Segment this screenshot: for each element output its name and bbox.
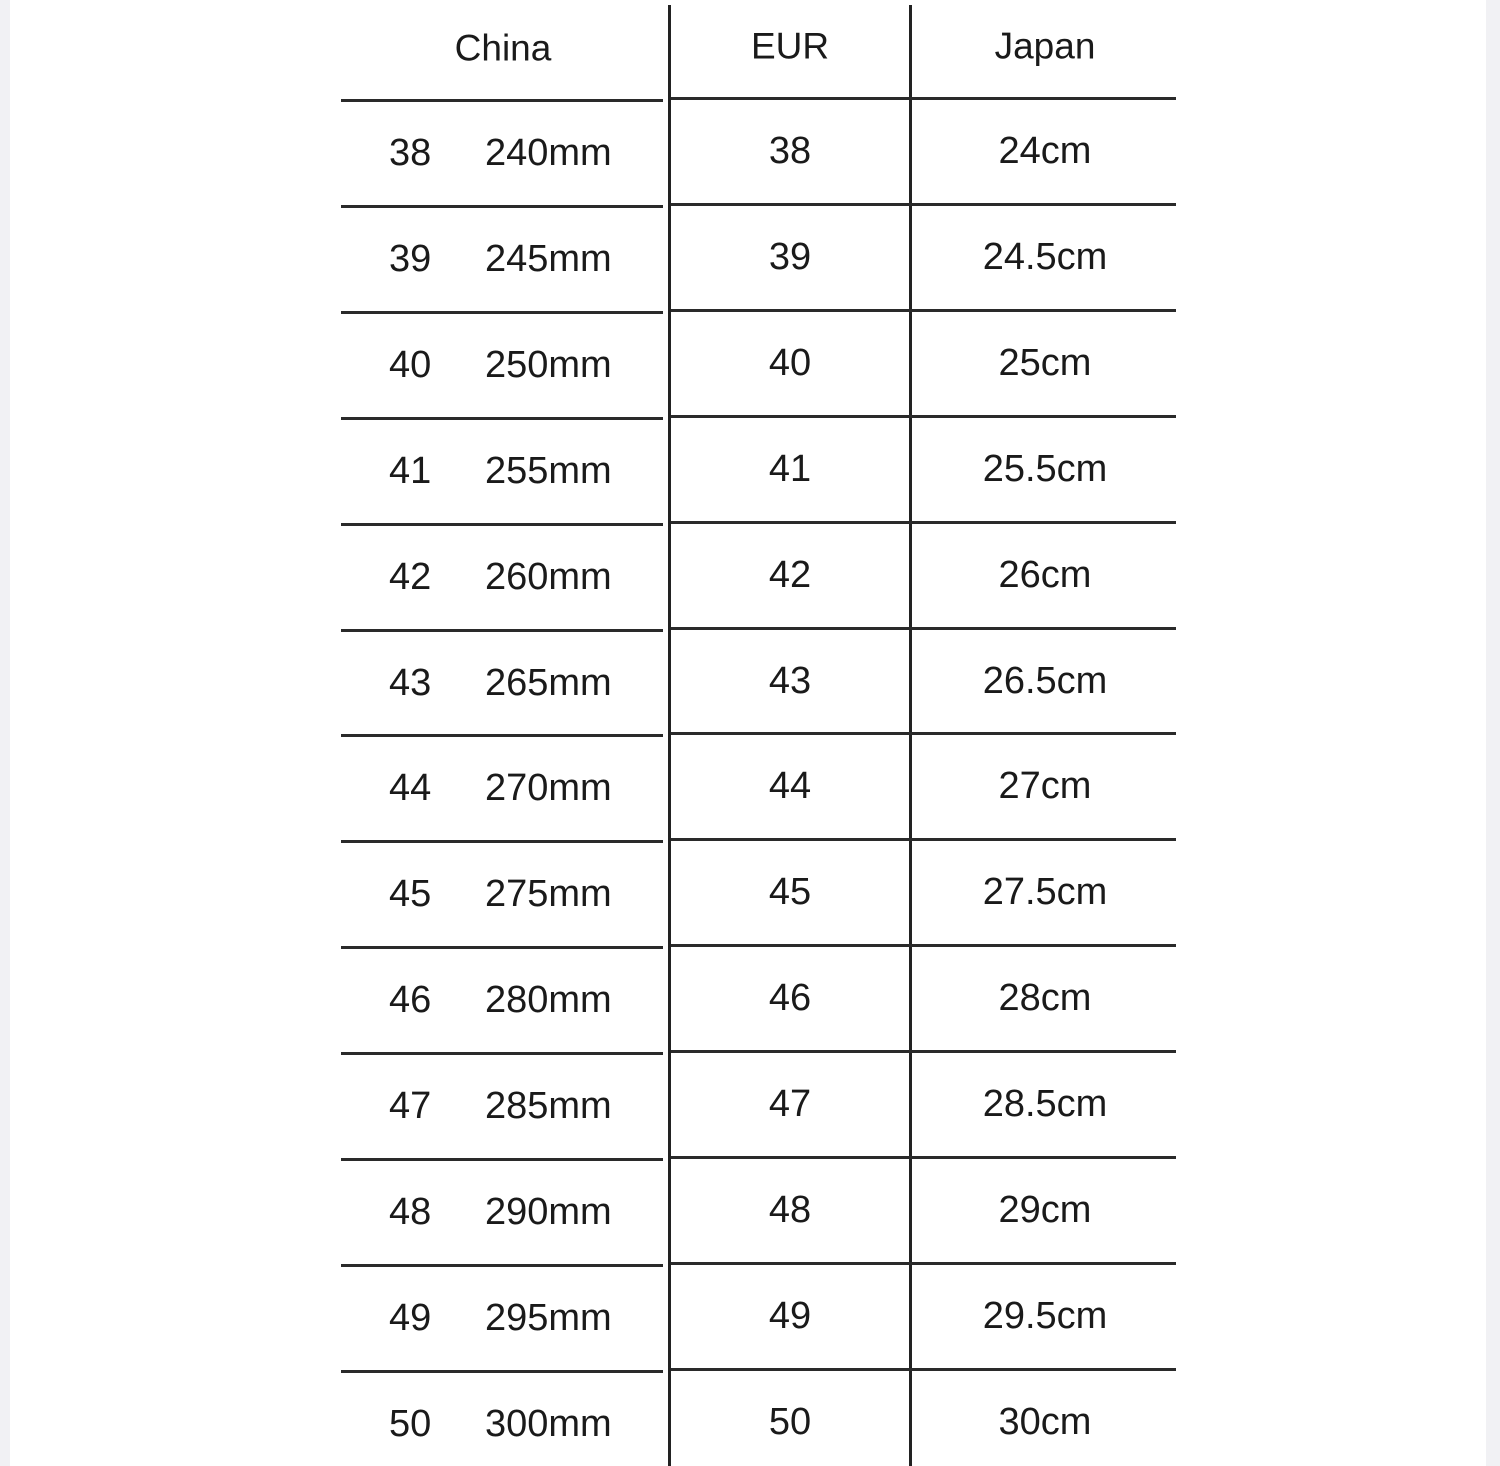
- row-divider-china: [341, 523, 663, 526]
- eur-size-cell: 49: [768, 1295, 812, 1337]
- column-divider-eur-japan: [909, 5, 912, 1466]
- china-mm-cell: 275mm: [485, 873, 612, 915]
- eur-size-cell: 47: [768, 1083, 812, 1125]
- china-mm-cell: 260mm: [485, 556, 612, 598]
- eur-size-cell: 41: [768, 448, 812, 490]
- china-size-cell: 47: [389, 1085, 432, 1127]
- row-divider-china: [341, 99, 663, 102]
- japan-size-cell: 25.5cm: [982, 448, 1108, 490]
- eur-size-cell: 40: [768, 342, 812, 384]
- eur-size-cell: 50: [768, 1401, 812, 1443]
- row-divider-eur-japan: [671, 415, 1176, 418]
- row-divider-eur-japan: [671, 1156, 1176, 1159]
- row-divider-eur-japan: [671, 1262, 1176, 1265]
- row-divider-eur-japan: [671, 838, 1176, 841]
- header-china: China: [454, 27, 552, 69]
- japan-size-cell: 25cm: [998, 342, 1092, 384]
- eur-size-cell: 48: [768, 1189, 812, 1231]
- japan-size-cell: 27.5cm: [982, 871, 1108, 913]
- row-divider-china: [341, 946, 663, 949]
- japan-size-cell: 27cm: [998, 765, 1092, 807]
- column-divider-china-eur: [668, 5, 671, 1466]
- china-size-cell: 41: [389, 450, 432, 492]
- china-size-cell: 42: [389, 556, 432, 598]
- row-divider-eur-japan: [671, 627, 1176, 630]
- china-mm-cell: 270mm: [485, 767, 612, 809]
- china-size-cell: 45: [389, 873, 432, 915]
- china-size-cell: 43: [389, 662, 432, 704]
- china-mm-cell: 245mm: [485, 238, 612, 280]
- eur-size-cell: 39: [768, 236, 812, 278]
- row-divider-china: [341, 1158, 663, 1161]
- china-size-cell: 40: [389, 344, 432, 386]
- eur-size-cell: 44: [768, 765, 812, 807]
- japan-size-cell: 30cm: [998, 1401, 1092, 1443]
- row-divider-china: [341, 1370, 663, 1373]
- china-mm-cell: 290mm: [485, 1191, 612, 1233]
- row-divider-china: [341, 840, 663, 843]
- row-divider-eur-japan: [671, 1368, 1176, 1371]
- japan-size-cell: 26cm: [998, 554, 1092, 596]
- china-mm-cell: 280mm: [485, 979, 612, 1021]
- china-size-cell: 50: [389, 1403, 432, 1445]
- row-divider-china: [341, 1264, 663, 1267]
- japan-size-cell: 26.5cm: [982, 660, 1108, 702]
- china-mm-cell: 250mm: [485, 344, 612, 386]
- china-mm-cell: 255mm: [485, 450, 612, 492]
- china-size-cell: 44: [389, 767, 432, 809]
- eur-size-cell: 43: [768, 660, 812, 702]
- eur-size-cell: 42: [768, 554, 812, 596]
- japan-size-cell: 24.5cm: [982, 236, 1108, 278]
- row-divider-eur-japan: [671, 732, 1176, 735]
- japan-size-cell: 29.5cm: [982, 1295, 1108, 1337]
- header-japan: Japan: [994, 25, 1096, 67]
- china-mm-cell: 240mm: [485, 132, 612, 174]
- eur-size-cell: 45: [768, 871, 812, 913]
- eur-size-cell: 46: [768, 977, 812, 1019]
- right-page-margin: [1486, 0, 1500, 1466]
- row-divider-eur-japan: [671, 203, 1176, 206]
- row-divider-china: [341, 629, 663, 632]
- row-divider-eur-japan: [671, 309, 1176, 312]
- row-divider-china: [341, 417, 663, 420]
- row-divider-eur-japan: [671, 1050, 1176, 1053]
- japan-size-cell: 24cm: [998, 130, 1092, 172]
- row-divider-china: [341, 734, 663, 737]
- eur-size-cell: 38: [768, 130, 812, 172]
- header-eur: EUR: [750, 25, 830, 67]
- china-mm-cell: 265mm: [485, 662, 612, 704]
- row-divider-china: [341, 311, 663, 314]
- china-size-cell: 38: [389, 132, 432, 174]
- row-divider-eur-japan: [671, 944, 1176, 947]
- china-size-cell: 49: [389, 1297, 432, 1339]
- china-mm-cell: 295mm: [485, 1297, 612, 1339]
- china-mm-cell: 285mm: [485, 1085, 612, 1127]
- left-page-margin: [0, 0, 10, 1466]
- row-divider-eur-japan: [671, 97, 1176, 100]
- row-divider-eur-japan: [671, 521, 1176, 524]
- row-divider-china: [341, 1052, 663, 1055]
- japan-size-cell: 29cm: [998, 1189, 1092, 1231]
- japan-size-cell: 28.5cm: [982, 1083, 1108, 1125]
- japan-size-cell: 28cm: [998, 977, 1092, 1019]
- row-divider-china: [341, 205, 663, 208]
- china-size-cell: 46: [389, 979, 432, 1021]
- china-size-cell: 48: [389, 1191, 432, 1233]
- china-size-cell: 39: [389, 238, 432, 280]
- china-mm-cell: 300mm: [485, 1403, 612, 1445]
